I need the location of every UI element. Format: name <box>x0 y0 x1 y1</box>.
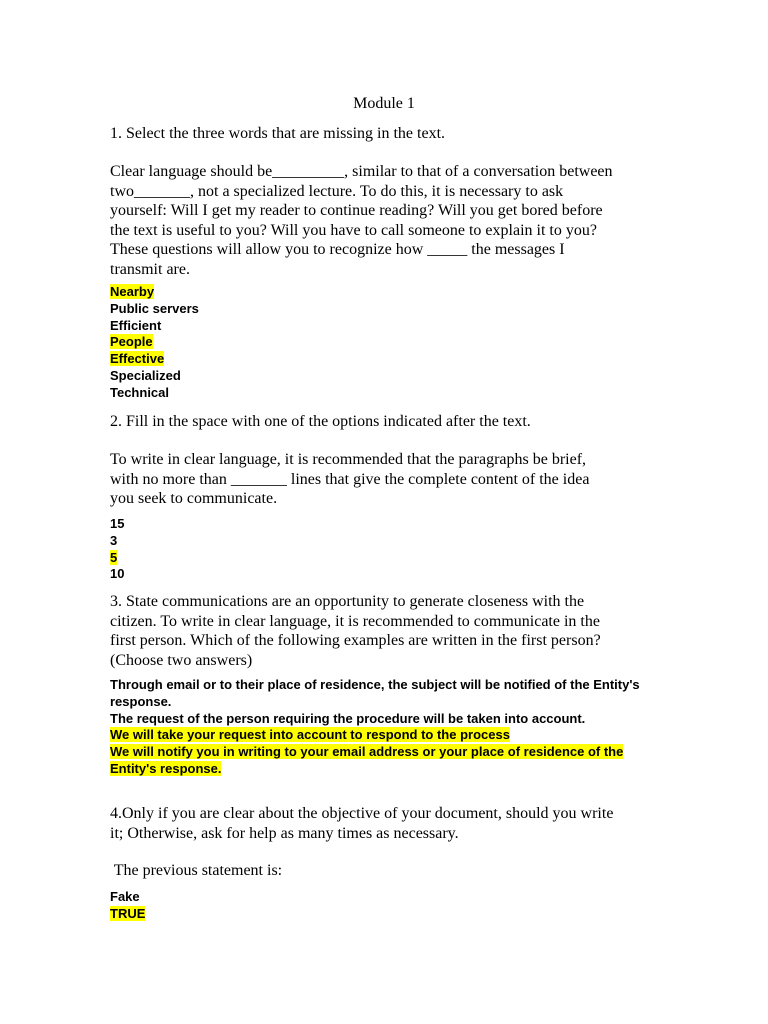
option <box>110 385 199 402</box>
question-3: 3. State communications are an opportunity to generate closeness with the citizen. To write in clear language, it is recommended to communicate in the first person. Which of the following examples are written in the first person? (Choose two answers) <box>110 593 601 669</box>
option <box>110 744 650 778</box>
option <box>110 906 145 923</box>
option-text: 10 <box>110 566 125 582</box>
option-text: Through email or to their place of residence, the subject will be notified of the Entity's response. <box>110 677 640 709</box>
option-text: Specialized <box>110 367 181 383</box>
option <box>110 550 124 567</box>
option-text: Effective <box>110 351 165 367</box>
option-text: Nearby <box>110 284 155 299</box>
option <box>110 368 199 385</box>
question-2-options <box>110 516 124 583</box>
option <box>110 284 199 301</box>
option <box>110 334 199 351</box>
option-text: We will take your request into account to respond to the process <box>110 727 510 743</box>
question-2-passage: To write in clear language, it is recommended that the paragraphs be brief, with no more than _______ lines that give the complete content of the idea you seek to communicate. <box>110 451 590 507</box>
option-text: The request of the person requiring the procedure will be taken into account. <box>110 710 586 726</box>
option <box>110 677 650 711</box>
option <box>110 351 199 368</box>
option-text: Efficient <box>110 317 162 333</box>
option-text: 15 <box>110 516 125 531</box>
option-text: TRUE <box>110 905 146 921</box>
option-text: Technical <box>110 384 170 400</box>
option <box>110 516 124 533</box>
option <box>110 566 124 583</box>
option <box>110 318 199 335</box>
question-1-options <box>110 284 199 402</box>
question-2: 2. Fill in the space with one of the options indicated after the text. <box>110 413 531 430</box>
question-4-options <box>110 889 145 923</box>
question-3-options <box>110 677 650 778</box>
option-text: 5 <box>110 549 118 565</box>
option <box>110 533 124 550</box>
option <box>110 889 145 906</box>
question-1: 1. Select the three words that are missing in the text. <box>110 125 446 142</box>
option <box>110 711 650 728</box>
question-1-passage: Clear language should be_________, similar to that of a conversation between two_______, not a specialized lecture. To do this, it is necessary to ask yourself: Will I get my reader to continue reading? Will you get bored before the text is useful to you? Will you have to call someone to explain it to you? These questions will allow you to recognize how _____ the messages I transmit are. <box>110 163 613 278</box>
page-title: Module 1 <box>353 95 415 112</box>
option <box>110 301 199 318</box>
option-text: 3 <box>110 532 118 548</box>
question-4: 4.Only if you are clear about the objective of your document, should you write it; Otherwise, ask for help as many times as necessary. <box>110 805 614 842</box>
option <box>110 727 650 744</box>
option-text: Public servers <box>110 300 199 316</box>
question-4-statement: The previous statement is: <box>110 862 283 879</box>
option-text: We will notify you in writing to your email address or your place of residence of the Entity's response. <box>110 744 624 776</box>
option-text: People <box>110 334 153 350</box>
option-text: Fake <box>110 889 140 904</box>
